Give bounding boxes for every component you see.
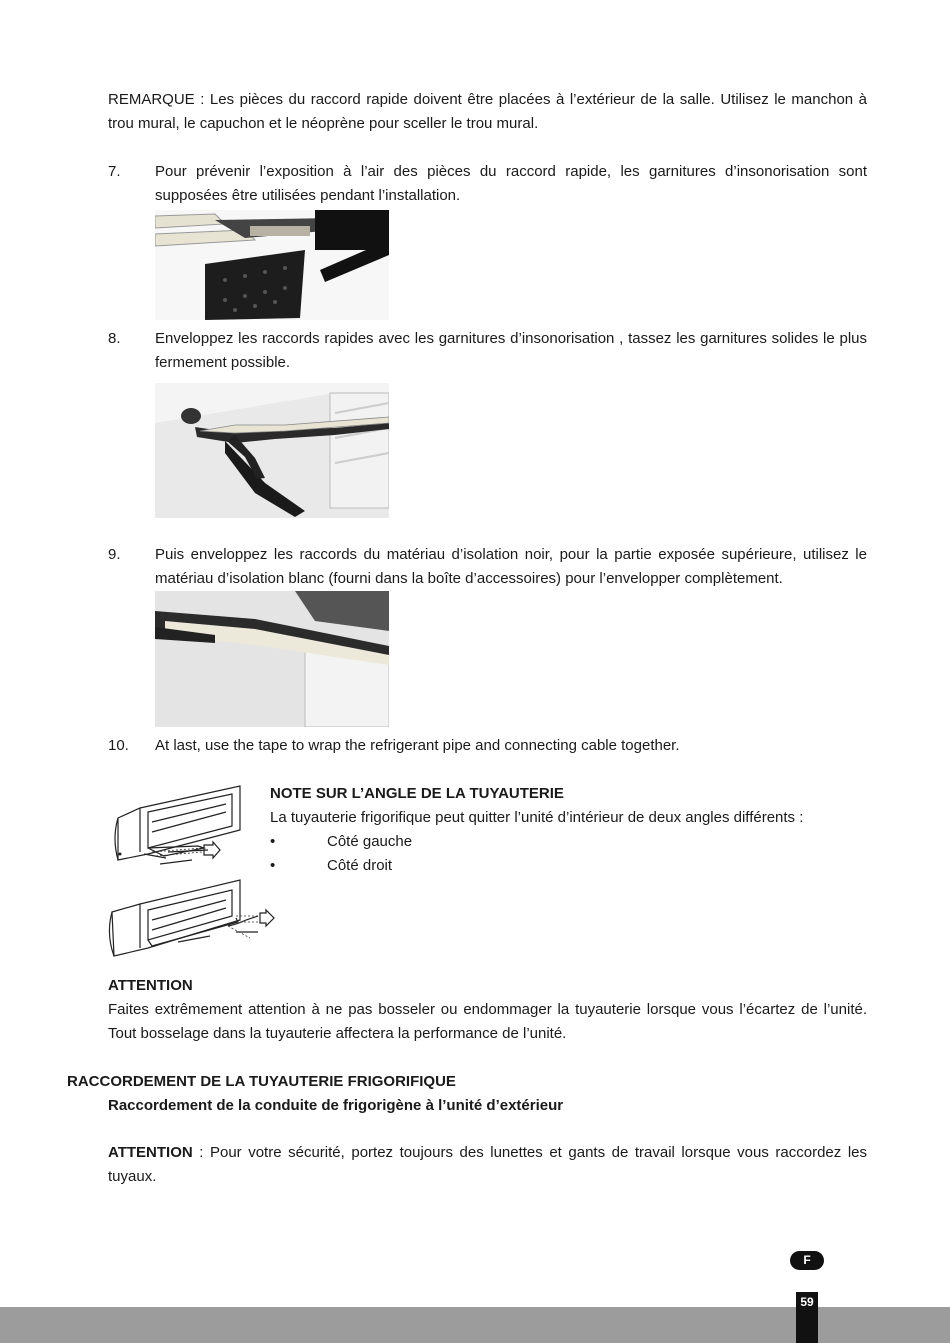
photo-insulated-pipe	[155, 591, 389, 727]
step-8-number: 8.	[108, 330, 121, 347]
photo-insulation-pads	[155, 210, 389, 320]
language-badge: F	[790, 1251, 824, 1270]
bullet-right-side: Côté droit	[327, 857, 393, 874]
photo-wrapped-connectors	[155, 383, 389, 518]
step-7-number: 7.	[108, 163, 121, 180]
section-subheading: Raccordement de la conduite de frigorigène à l’unité d’extérieur	[108, 1097, 564, 1114]
note-title: NOTE SUR L’ANGLE DE LA TUYAUTERIE	[270, 785, 564, 802]
section-heading: RACCORDEMENT DE LA TUYAUTERIE FRIGORIFIQUE	[67, 1073, 456, 1090]
safety-attention-label: ATTENTION	[108, 1144, 193, 1161]
diagram-left-piping	[108, 782, 268, 872]
safety-attention-text: : Pour votre sécurité, portez toujours des lunettes et gants de travail lorsque vous raccordez les tuyaux.	[108, 1144, 867, 1185]
bullet-dot: •	[270, 833, 276, 850]
step-10-text: At last, use the tape to wrap the refrigerant pipe and connecting cable together.	[155, 737, 680, 754]
bullet-left-side: Côté gauche	[327, 833, 413, 850]
attention-text: Faites extrêmement attention à ne pas bosseler ou endommager la tuyauterie lorsque vous l’écartez de l’unité. Tout bosselage dans la tuyauterie affectera la performance de l’unité.	[108, 1001, 867, 1042]
remarque-paragraph: REMARQUE : Les pièces du raccord rapide doivent être placées à l’extérieur de la salle. Utilisez le manchon à trou mural, le capuchon et le néoprène pour sceller le trou mural.	[108, 91, 867, 132]
note-text: La tuyauterie frigorifique peut quitter l’unité d’intérieur de deux angles différents :	[270, 809, 804, 826]
step-9-number: 9.	[108, 546, 121, 563]
bullet-dot: •	[270, 857, 276, 874]
step-10-number: 10.	[108, 737, 129, 754]
step-9-text: Puis enveloppez les raccords du matériau d’isolation noir, pour la partie exposée supérieure, utilisez le matériau d’isolation blanc (fourni dans la boîte d’accessoires) pour l’envelopper complètement.	[155, 546, 867, 587]
diagram-right-piping	[108, 876, 278, 962]
page-number: 59	[800, 1295, 814, 1309]
step-8-text: Enveloppez les raccords rapides avec les garnitures d’insonorisation , tassez les garnitures solides le plus fermement possible.	[155, 330, 867, 371]
safety-attention-paragraph	[108, 1141, 867, 1189]
attention-title: ATTENTION	[108, 977, 193, 994]
step-7-text: Pour prévenir l’exposition à l’air des pièces du raccord rapide, les garnitures d’insonorisation sont supposées être utilisées pendant l’installation.	[155, 163, 867, 204]
